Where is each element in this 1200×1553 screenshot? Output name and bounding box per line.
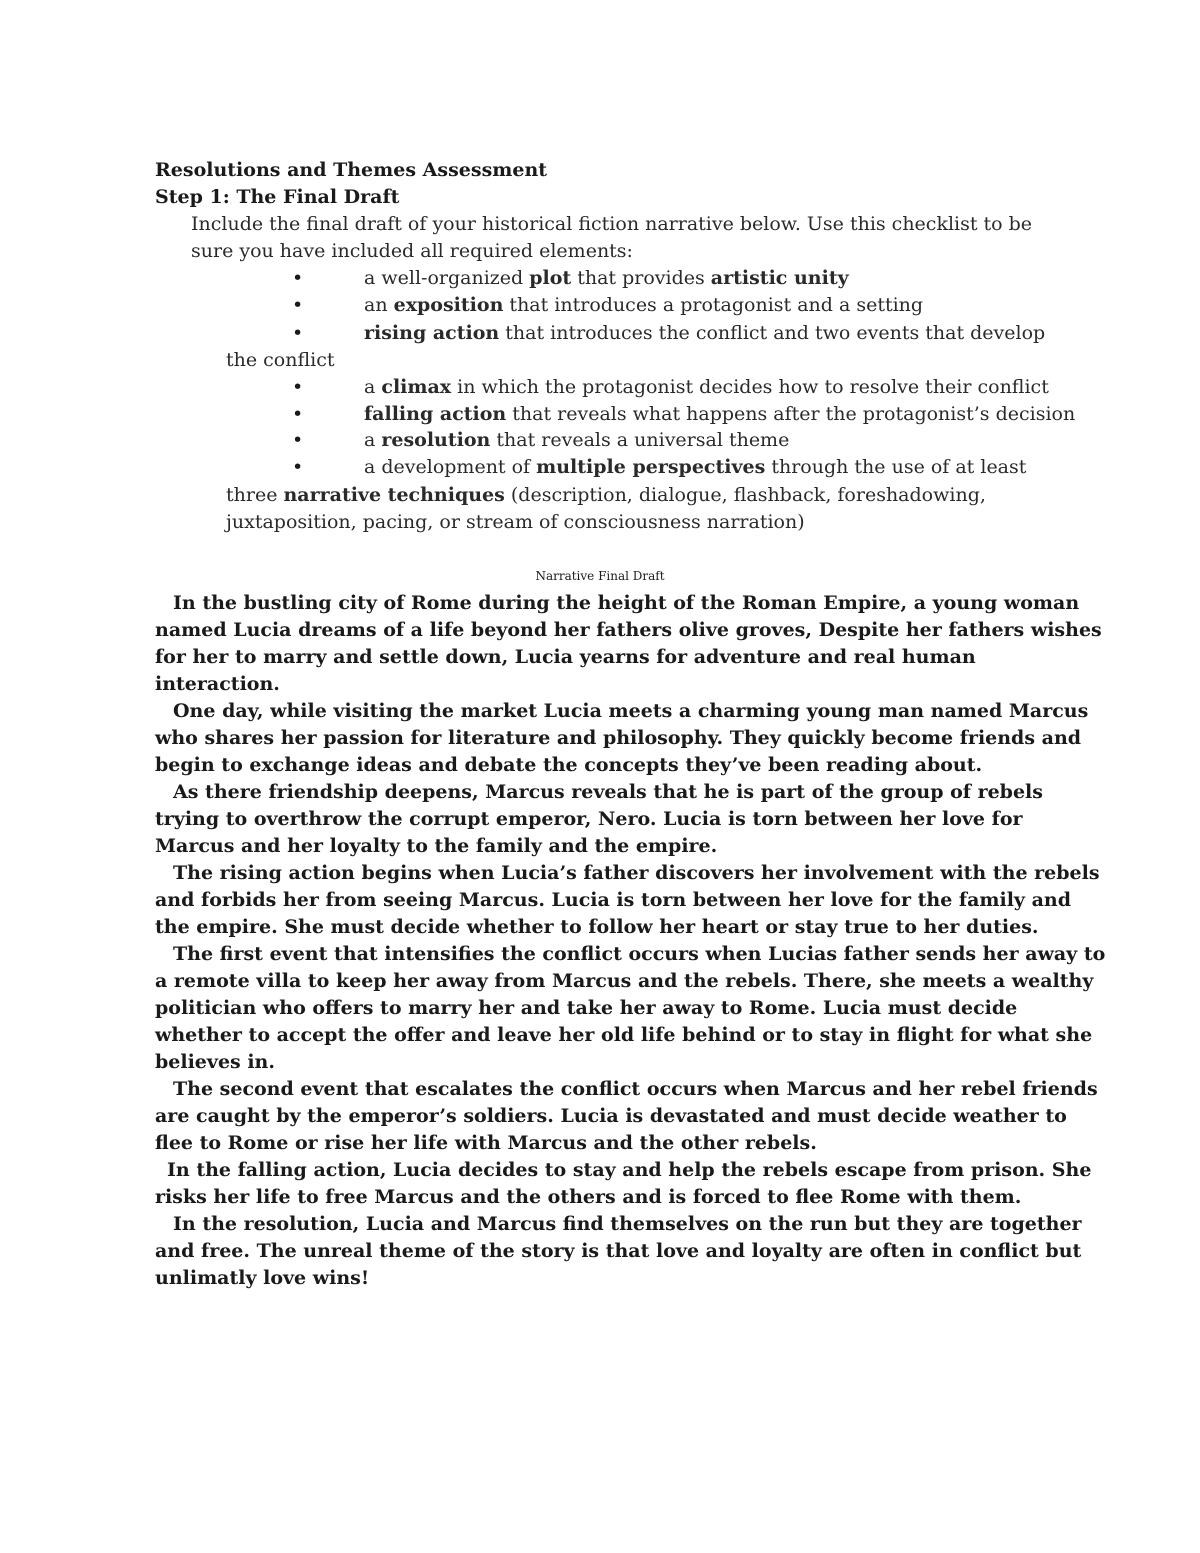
bullet-icon: •: [292, 403, 304, 425]
checklist-item-rising-action: rising action that introduces the conflict and two events that develop: [364, 322, 1046, 344]
narrative-line: for her to marry and settle down, Lucia yearns for adventure and real human: [155, 646, 976, 668]
instructions-line-1: Include the final draft of your historical fiction narrative below. Use this checklist to be: [191, 213, 1033, 235]
narrative-line: flee to Rome or rise her life with Marcus and the other rebels.: [155, 1132, 817, 1154]
bullet-icon: •: [292, 322, 304, 344]
narrative-line: The rising action begins when Lucia’s father discovers her involvement with the rebels: [173, 862, 1100, 884]
narrative-line: In the bustling city of Rome during the height of the Roman Empire, a young woman: [173, 592, 1080, 614]
narrative-line: The first event that intensifies the conflict occurs when Lucias father sends her away to: [173, 943, 1106, 965]
checklist-item-multiple-perspectives: a development of multiple perspectives through the use of at least: [364, 456, 1027, 478]
narrative-line: politician who offers to marry her and take her away to Rome. Lucia must decide: [155, 997, 1018, 1019]
step-heading: Step 1: The Final Draft: [155, 186, 400, 208]
checklist-item-exposition: an exposition that introduces a protagonist and a setting: [364, 294, 924, 316]
narrative-line: are caught by the emperor’s soldiers. Lucia is devastated and must decide weather to: [155, 1105, 1067, 1127]
bullet-icon: •: [292, 267, 304, 289]
narrative-line: trying to overthrow the corrupt emperor, Nero. Lucia is torn between her love for: [155, 808, 1023, 830]
narrative-line: One day, while visiting the market Lucia meets a charming young man named Marcus: [173, 700, 1089, 722]
narrative-heading: Narrative Final Draft: [535, 569, 665, 583]
narrative-line: risks her life to free Marcus and the others and is forced to flee Rome with them.: [155, 1186, 1022, 1208]
bullet-icon: •: [292, 456, 304, 478]
narrative-line: interaction.: [155, 673, 280, 695]
checklist-item-rising-action-cont: the conflict: [226, 349, 335, 371]
narrative-line: who shares her passion for literature and philosophy. They quickly become friends and: [155, 727, 1082, 749]
checklist-item-plot: a well-organized plot that provides artistic unity: [364, 267, 849, 289]
narrative-line: a remote villa to keep her away from Marcus and the rebels. There, she meets a wealthy: [155, 970, 1094, 992]
bullet-icon: •: [292, 376, 304, 398]
checklist-item-falling-action: falling action that reveals what happens after the protagonist’s decision: [364, 403, 1076, 425]
narrative-line: believes in.: [155, 1051, 275, 1073]
checklist-item-narrative-techniques-cont: juxtaposition, pacing, or stream of consciousness narration): [226, 511, 805, 533]
instructions-line-2: sure you have included all required elements:: [191, 240, 633, 262]
narrative-line: and forbids her from seeing Marcus. Lucia is torn between her love for the family and: [155, 889, 1071, 911]
checklist-item-narrative-techniques: three narrative techniques (description, dialogue, flashback, foreshadowing,: [226, 484, 986, 506]
bullet-icon: •: [292, 429, 304, 451]
narrative-line: whether to accept the offer and leave her old life behind or to stay in flight for what she: [155, 1024, 1093, 1046]
narrative-line: In the resolution, Lucia and Marcus find themselves on the run but they are together: [173, 1213, 1082, 1235]
narrative-line: As there friendship deepens, Marcus reveals that he is part of the group of rebels: [173, 781, 1043, 803]
narrative-line: In the falling action, Lucia decides to stay and help the rebels escape from prison. She: [167, 1159, 1092, 1181]
narrative-line: The second event that escalates the conflict occurs when Marcus and her rebel friends: [173, 1078, 1098, 1100]
checklist-item-resolution: a resolution that reveals a universal theme: [364, 429, 790, 451]
checklist-item-climax: a climax in which the protagonist decides how to resolve their conflict: [364, 376, 1049, 398]
narrative-line: Marcus and her loyalty to the family and the empire.: [155, 835, 718, 857]
narrative-line: and free. The unreal theme of the story is that love and loyalty are often in conflict but: [155, 1240, 1082, 1262]
narrative-line: named Lucia dreams of a life beyond her fathers olive groves, Despite her fathers wishes: [155, 619, 1102, 641]
bullet-icon: •: [292, 294, 304, 316]
narrative-line: the empire. She must decide whether to follow her heart or stay true to her duties.: [155, 916, 1039, 938]
narrative-line: unlimatly love wins!: [155, 1267, 370, 1289]
document-title: Resolutions and Themes Assessment: [155, 159, 548, 181]
narrative-line: begin to exchange ideas and debate the concepts they’ve been reading about.: [155, 754, 983, 776]
